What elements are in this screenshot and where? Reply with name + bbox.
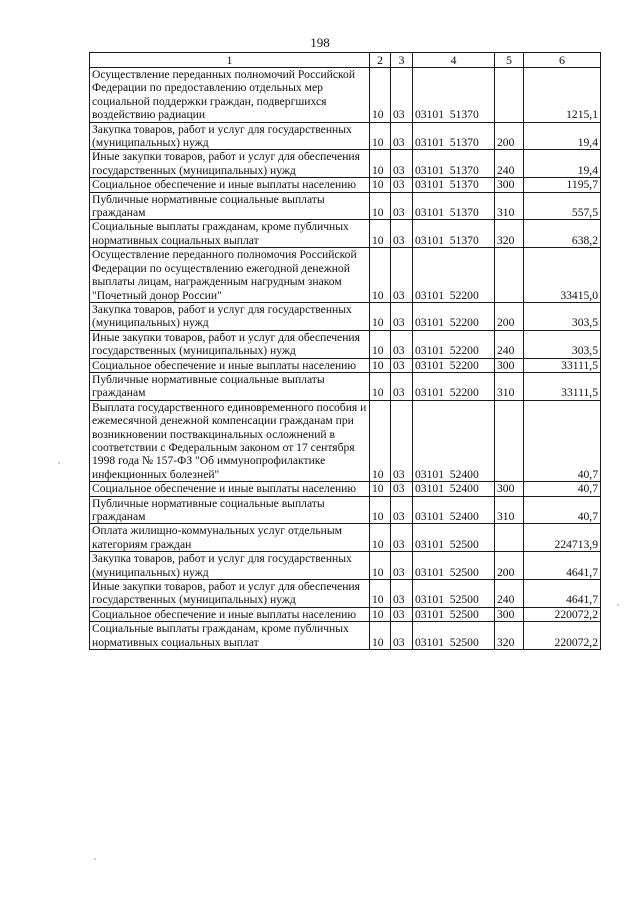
row-subsection-cell: 03 <box>391 552 413 580</box>
row-name-cell: Закупка товаров, работ и услуг для государственных (муниципальных) нужд <box>90 552 370 580</box>
row-name-cell: Иные закупки товаров, работ и услуг для обеспечения государственных (муниципальных) нужд <box>90 330 370 358</box>
row-expense-cell: 300 <box>495 482 524 496</box>
row-target-cell: 03101 51370 <box>413 220 495 248</box>
scan-speck <box>94 858 96 860</box>
row-name-cell: Оплата жилищно-коммунальных услуг отдельным категориям граждан <box>90 524 370 552</box>
row-expense-cell: 300 <box>495 358 524 372</box>
header-cell-3: 3 <box>391 53 413 68</box>
row-amount-cell: 1195,7 <box>524 178 601 192</box>
row-subsection-cell: 03 <box>391 220 413 248</box>
row-name-cell: Социальные выплаты гражданам, кроме публичных нормативных социальных выплат <box>90 220 370 248</box>
row-section-cell: 10 <box>370 302 391 330</box>
row-target-cell: 03101 51370 <box>413 178 495 192</box>
table-row <box>90 496 601 524</box>
row-target-cell: 03101 51370 <box>413 68 495 123</box>
row-name-cell: Социальные выплаты гражданам, кроме публичных нормативных социальных выплат <box>90 622 370 650</box>
scan-speck <box>58 462 60 464</box>
row-expense-cell: 320 <box>495 622 524 650</box>
row-expense-cell: 300 <box>495 178 524 192</box>
row-subsection-cell: 03 <box>391 358 413 372</box>
row-section-cell: 10 <box>370 482 391 496</box>
table-row <box>90 482 601 496</box>
table-row <box>90 622 601 650</box>
row-subsection-cell: 03 <box>391 607 413 621</box>
row-target-cell: 03101 51370 <box>413 122 495 150</box>
row-section-cell: 10 <box>370 496 391 524</box>
row-amount-cell: 40,7 <box>524 400 601 481</box>
row-subsection-cell: 03 <box>391 580 413 608</box>
row-expense-cell <box>495 400 524 481</box>
row-name-cell: Социальное обеспечение и иные выплаты населению <box>90 482 370 496</box>
row-section-cell: 10 <box>370 622 391 650</box>
row-target-cell: 03101 52500 <box>413 524 495 552</box>
row-amount-cell: 4641,7 <box>524 552 601 580</box>
row-amount-cell: 19,4 <box>524 150 601 178</box>
row-expense-cell: 320 <box>495 220 524 248</box>
table-row <box>90 248 601 303</box>
row-target-cell: 03101 52500 <box>413 607 495 621</box>
table-row <box>90 358 601 372</box>
row-name-cell: Социальное обеспечение и иные выплаты населению <box>90 607 370 621</box>
row-amount-cell: 33111,5 <box>524 372 601 400</box>
row-section-cell: 10 <box>370 580 391 608</box>
row-section-cell: 10 <box>370 358 391 372</box>
row-target-cell: 03101 52200 <box>413 372 495 400</box>
header-cell-5: 5 <box>495 53 524 68</box>
row-name-cell: Публичные нормативные социальные выплаты гражданам <box>90 496 370 524</box>
row-section-cell: 10 <box>370 192 391 220</box>
row-expense-cell: 240 <box>495 580 524 608</box>
row-target-cell: 03101 52200 <box>413 358 495 372</box>
row-subsection-cell: 03 <box>391 496 413 524</box>
row-target-cell: 03101 52200 <box>413 330 495 358</box>
row-section-cell: 10 <box>370 607 391 621</box>
row-expense-cell <box>495 248 524 303</box>
row-subsection-cell: 03 <box>391 482 413 496</box>
row-section-cell: 10 <box>370 552 391 580</box>
row-amount-cell: 4641,7 <box>524 580 601 608</box>
row-subsection-cell: 03 <box>391 150 413 178</box>
row-amount-cell: 40,7 <box>524 496 601 524</box>
row-expense-cell <box>495 68 524 123</box>
row-target-cell: 03101 52200 <box>413 248 495 303</box>
table-row <box>90 122 601 150</box>
row-name-cell: Публичные нормативные социальные выплаты гражданам <box>90 192 370 220</box>
row-expense-cell: 200 <box>495 122 524 150</box>
row-name-cell: Закупка товаров, работ и услуг для государственных (муниципальных) нужд <box>90 122 370 150</box>
row-amount-cell: 557,5 <box>524 192 601 220</box>
header-cell-6: 6 <box>524 53 601 68</box>
scan-speck <box>617 604 619 606</box>
row-subsection-cell: 03 <box>391 248 413 303</box>
table-row <box>90 372 601 400</box>
table-row <box>90 330 601 358</box>
row-name-cell: Публичные нормативные социальные выплаты гражданам <box>90 372 370 400</box>
row-amount-cell: 220072,2 <box>524 622 601 650</box>
row-section-cell: 10 <box>370 372 391 400</box>
row-name-cell: Осуществление переданных полномочий Российской Федерации по предоставлению отдельных мер социальной поддержки граждан, подвергшихся воздействию радиации <box>90 68 370 123</box>
row-expense-cell: 310 <box>495 192 524 220</box>
row-amount-cell: 638,2 <box>524 220 601 248</box>
row-section-cell: 10 <box>370 150 391 178</box>
row-target-cell: 03101 51370 <box>413 192 495 220</box>
header-cell-2: 2 <box>370 53 391 68</box>
row-subsection-cell: 03 <box>391 622 413 650</box>
table-row <box>90 302 601 330</box>
table-row <box>90 192 601 220</box>
row-section-cell: 10 <box>370 524 391 552</box>
row-amount-cell: 1215,1 <box>524 68 601 123</box>
row-section-cell: 10 <box>370 68 391 123</box>
row-subsection-cell: 03 <box>391 400 413 481</box>
table-row <box>90 220 601 248</box>
row-target-cell: 03101 52500 <box>413 622 495 650</box>
row-target-cell: 03101 52500 <box>413 580 495 608</box>
row-name-cell: Иные закупки товаров, работ и услуг для обеспечения государственных (муниципальных) нужд <box>90 580 370 608</box>
row-amount-cell: 40,7 <box>524 482 601 496</box>
row-amount-cell: 33111,5 <box>524 358 601 372</box>
row-subsection-cell: 03 <box>391 178 413 192</box>
row-subsection-cell: 03 <box>391 68 413 123</box>
row-amount-cell: 19,4 <box>524 122 601 150</box>
row-target-cell: 03101 52500 <box>413 552 495 580</box>
row-expense-cell: 240 <box>495 150 524 178</box>
row-expense-cell: 310 <box>495 372 524 400</box>
row-name-cell: Социальное обеспечение и иные выплаты населению <box>90 178 370 192</box>
row-name-cell: Закупка товаров, работ и услуг для государственных (муниципальных) нужд <box>90 302 370 330</box>
table-row <box>90 178 601 192</box>
table-row <box>90 580 601 608</box>
row-section-cell: 10 <box>370 220 391 248</box>
row-expense-cell: 240 <box>495 330 524 358</box>
row-subsection-cell: 03 <box>391 524 413 552</box>
page-number: 198 <box>310 35 330 50</box>
row-name-cell: Осуществление переданного полномочия Российской Федерации по осуществлению ежегодной денежной выплаты лицам, награжденным нагрудным знаком "Почетный донор России" <box>90 248 370 303</box>
row-amount-cell: 303,5 <box>524 330 601 358</box>
row-subsection-cell: 03 <box>391 192 413 220</box>
row-amount-cell: 303,5 <box>524 302 601 330</box>
row-amount-cell: 220072,2 <box>524 607 601 621</box>
row-target-cell: 03101 51370 <box>413 150 495 178</box>
row-target-cell: 03101 52400 <box>413 400 495 481</box>
row-amount-cell: 33415,0 <box>524 248 601 303</box>
header-cell-1: 1 <box>90 53 370 68</box>
row-subsection-cell: 03 <box>391 372 413 400</box>
row-subsection-cell: 03 <box>391 302 413 330</box>
row-expense-cell: 200 <box>495 302 524 330</box>
row-section-cell: 10 <box>370 330 391 358</box>
table-header-row <box>90 53 601 68</box>
table-row <box>90 607 601 621</box>
budget-table <box>89 52 601 650</box>
table-row <box>90 524 601 552</box>
row-subsection-cell: 03 <box>391 330 413 358</box>
row-target-cell: 03101 52200 <box>413 302 495 330</box>
row-name-cell: Социальное обеспечение и иные выплаты населению <box>90 358 370 372</box>
row-name-cell: Иные закупки товаров, работ и услуг для обеспечения государственных (муниципальных) нужд <box>90 150 370 178</box>
row-expense-cell: 300 <box>495 607 524 621</box>
table-row <box>90 68 601 123</box>
row-target-cell: 03101 52400 <box>413 482 495 496</box>
row-amount-cell: 224713,9 <box>524 524 601 552</box>
header-cell-4: 4 <box>413 53 495 68</box>
row-section-cell: 10 <box>370 178 391 192</box>
row-expense-cell: 200 <box>495 552 524 580</box>
row-target-cell: 03101 52400 <box>413 496 495 524</box>
table-row <box>90 400 601 481</box>
row-section-cell: 10 <box>370 248 391 303</box>
table-row <box>90 150 601 178</box>
row-section-cell: 10 <box>370 400 391 481</box>
row-section-cell: 10 <box>370 122 391 150</box>
table-row <box>90 552 601 580</box>
row-expense-cell: 310 <box>495 496 524 524</box>
budget-table-body <box>90 53 601 650</box>
row-name-cell: Выплата государственного единовременного пособия и ежемесячной денежной компенсации гражданам при возникновении поствакцинальных осложнений в соответствии с Федеральным законом от 17 сентября 1998 года № 157-ФЗ "Об иммунопрофилактике инфекционных болезней" <box>90 400 370 481</box>
row-subsection-cell: 03 <box>391 122 413 150</box>
row-expense-cell <box>495 524 524 552</box>
